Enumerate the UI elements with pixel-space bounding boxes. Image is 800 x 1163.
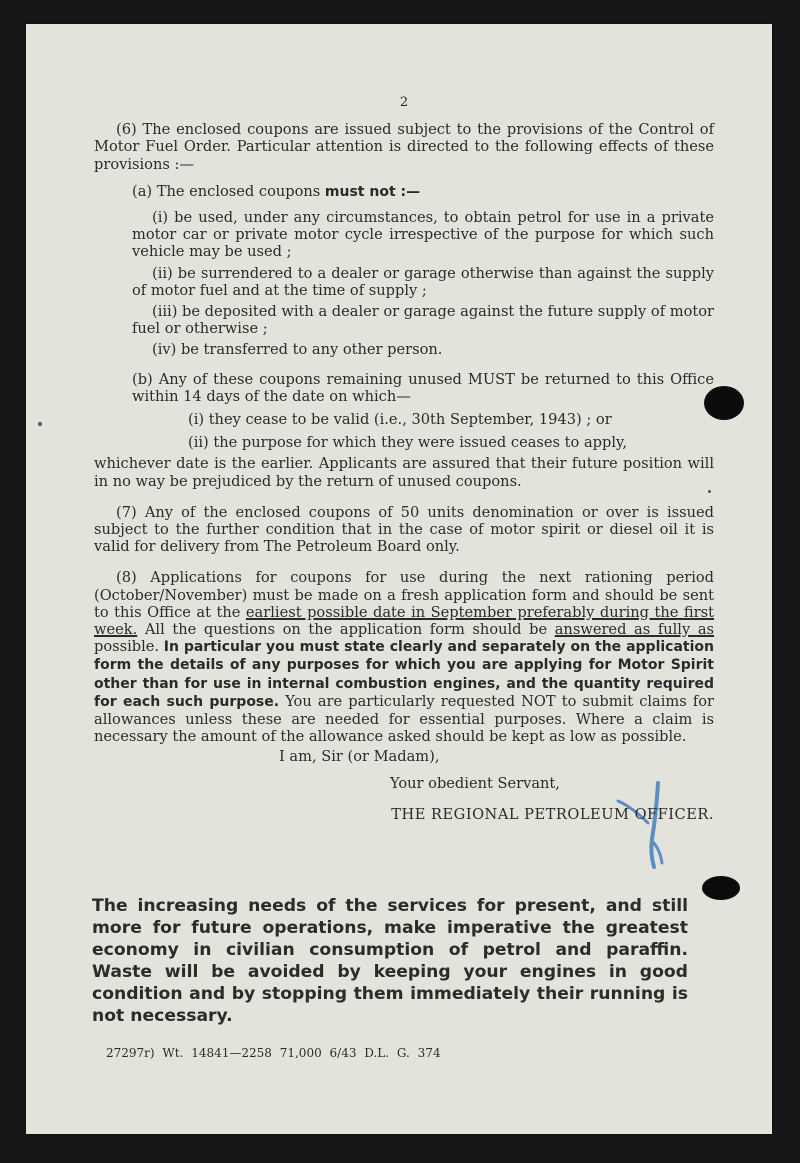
page-number: 2 — [399, 95, 409, 110]
punch-hole-bottom — [702, 876, 740, 900]
section-6a — [94, 183, 714, 359]
must-not-emphasis: must not :— — [324, 183, 421, 200]
letter-body — [94, 94, 714, 823]
print-reference: 27297r) Wt. 14841—2258 71,000 6/43 D.L. G. 374 — [106, 1046, 441, 1060]
paragraph-8: (8) Applications for coupons for use during the next rationing period (October/November) must be made on a fresh application form and should be sent to this Office at the earliest possible date in September preferably during the first week. All the questions on the application form should be answered as fully as possible. In particular you must state clearly and separately on the application form the details of any purposes for which you are applying for Motor Spirit other than for use in internal combustion engines, and the quantity required for each such purpose. You are particularly requested NOT to submit claims for allowances unless these are needed for essential purposes. Where a claim is necessary the amount of the allowance asked should be kept as low as possible. — [94, 569, 715, 746]
underlined-answer-text: answered as fully as — [554, 621, 715, 639]
item-6a-iii: (iii) be deposited with a dealer or garage against the future supply of motor fuel or otherwise ; — [132, 303, 714, 338]
paragraph-7: (7) Any of the enclosed coupons of 50 units denomination or over is issued subject to the further condition that in the case of motor spirit or diesel oil it is valid for delivery from The Petroleum Board only. — [94, 503, 714, 556]
officer-title: THE REGIONAL PETROLEUM OFFICER. — [391, 805, 714, 823]
section-6b-after: whichever date is the earlier. Applicants are assured that their future position will in no way be prejudiced by the return of unused coupons. — [94, 455, 714, 490]
paragraph-6-intro: (6) The enclosed coupons are issued subject to the provisions of the Control of Motor Fuel Order. Particular attention is directed to the following effects of these provisions :— — [94, 121, 714, 173]
item-6b-ii: (ii) the purpose for which they were issued ceases to apply, — [188, 434, 627, 452]
underlined-date-text: earliest possible date in September preferably during the first week. — [94, 603, 714, 639]
item-6a-i: (i) be used, under any circumstances, to obtain petrol for use in a private motor car or private motor cycle irrespective of the purpose for which such vehicle may be used ; — [132, 209, 714, 261]
salutation: I am, Sir (or Madam), — [279, 747, 440, 765]
ink-speck — [38, 422, 42, 426]
section-6b: (b) Any of these coupons remaining unused MUST be returned to this Office within 14 days of the date on which— — [132, 370, 714, 405]
closing: Your obedient Servant, — [390, 774, 560, 792]
section-6a-lead: (a) The enclosed coupons must not :— — [132, 182, 421, 200]
bold-instruction: In particular you must state clearly and separately on the application form the details of any purposes for which you are applying for Motor Spirit other than for use in internal combustion engines, and the quantity required for each such purpose. — [94, 639, 714, 710]
item-6a-iv: (iv) be transferred to any other person. — [152, 341, 443, 359]
item-6b-i: (i) they cease to be valid (i.e., 30th September, 1943) ; or — [188, 411, 612, 429]
item-6a-ii: (ii) be surrendered to a dealer or garage otherwise than against the supply of motor fuel and at the time of supply ; — [132, 264, 714, 299]
economy-notice: The increasing needs of the services for present, and still more for future operations, make imperative the greatest economy in civilian consumption of petrol and paraffin. Waste will be avoided by keeping your engines in good condition and by stopping them immediately their running is not necessary. — [92, 896, 688, 1026]
